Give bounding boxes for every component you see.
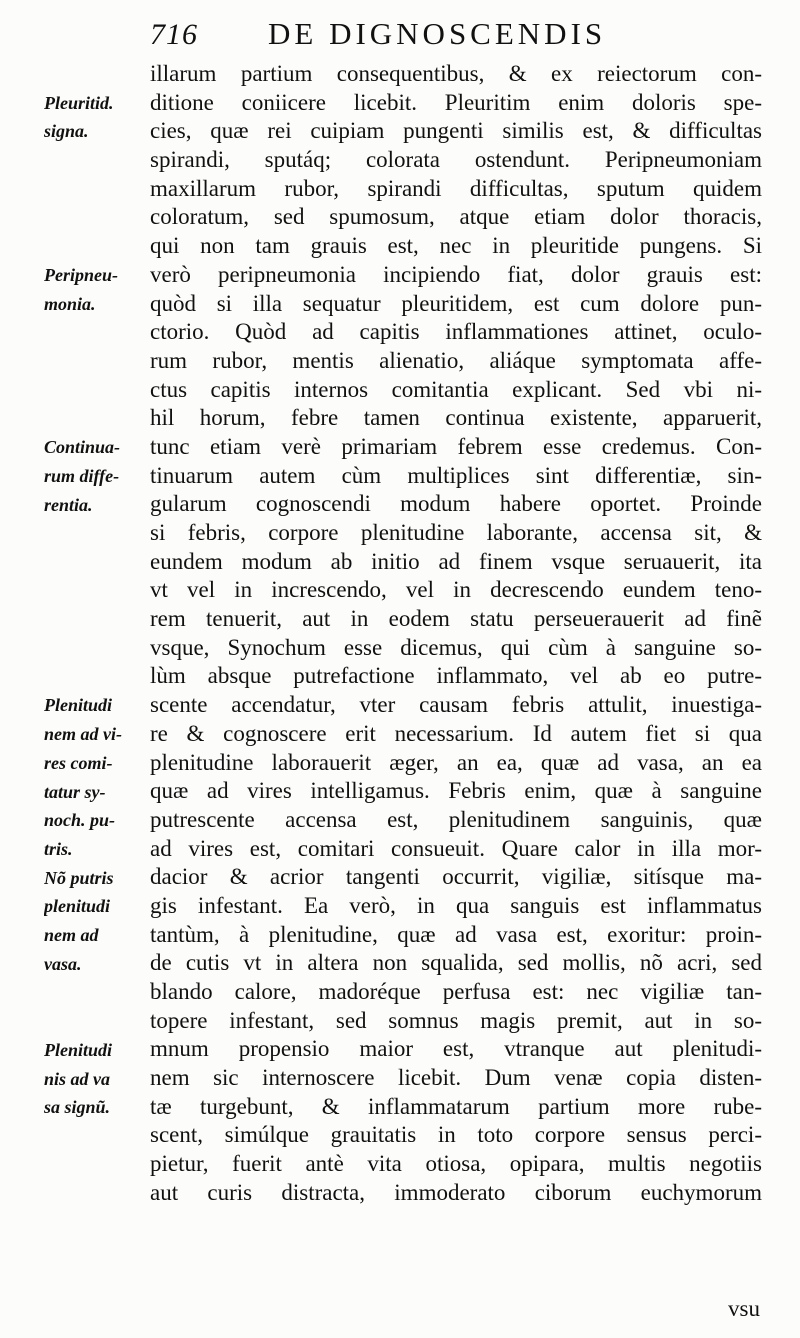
body-text <box>150 60 762 1208</box>
text-line: quòd si illa sequatur pleuritidem, est cum dolore pun- <box>150 290 762 316</box>
text-line: topere infestant, sed somnus magis premit, aut in so- <box>150 1007 762 1033</box>
margin-note-line: Continua- <box>44 437 121 458</box>
text-line: vt vel in increscendo, vel in decrescendo eundem teno- <box>150 577 762 603</box>
margin-note-line: Pleuritid. <box>44 92 114 113</box>
margin-note-line: noch. pu- <box>44 810 116 831</box>
margin-note-line: sa signũ. <box>44 1097 111 1118</box>
margin-note-line: Plenitudi <box>44 695 113 716</box>
text-line: qui non tam grauis est, nec in pleuritide pungens. Si <box>150 233 762 259</box>
text-line: aut curis distracta, immoderato ciborum euchymorum <box>150 1179 762 1205</box>
catchword: vsu <box>728 1296 760 1321</box>
margin-note-line: nis ad va <box>44 1068 111 1089</box>
text-line: de cutis vt in altera non squalida, sed mollis, nõ acri, sed <box>150 950 762 976</box>
margin-note-line: plenitudi <box>44 896 111 917</box>
text-line: ctus capitis internos comitantia explicant. Sed vbi ni- <box>150 376 762 402</box>
text-line: mnum propensio maior est, vtranque aut plenitudi- <box>150 1036 762 1062</box>
running-head: DE DIGNOSCENDIS <box>268 16 607 51</box>
text-line: ad vires est, comitari consueuit. Quare calor in illa mor- <box>150 835 762 861</box>
text-line: lùm absque putrefactione inflammato, vel ab eo putre- <box>150 663 762 689</box>
text-line: ctorio. Quòd ad capitis inflammationes attinet, oculo- <box>150 319 762 345</box>
text-line: re & cognoscere erit necessarium. Id autem fiet si qua <box>150 720 762 746</box>
margin-note-line: Plenitudi <box>44 1039 113 1060</box>
text-line: verò peripneumonia incipiendo fiat, dolor grauis est: <box>150 261 762 287</box>
text-line: coloratum, sed spumosum, atque etiam dolor thoracis, <box>150 204 762 230</box>
text-line: pietur, fuerit antè vita otiosa, opipara, multis negotiis <box>150 1151 762 1177</box>
text-line: plenitudine laborauerit æger, an ea, quæ ad vasa, an ea <box>150 749 762 775</box>
text-line: tinuarum autem cùm multiplices sint differentiæ, sin- <box>150 462 762 488</box>
margin-note-line: Nõ putris <box>44 867 114 888</box>
text-line: scente accendatur, vter causam febris attulit, inuestiga- <box>150 692 762 718</box>
text-line: ditione coniicere licebit. Pleuritim enim doloris spe- <box>150 89 762 115</box>
text-line: illarum partium consequentibus, & ex reiectorum con- <box>150 61 762 86</box>
margin-note-line: rum diffe- <box>44 465 120 486</box>
text-line: tæ turgebunt, & inflammatarum partium more rube- <box>150 1093 762 1119</box>
text-line: nem sic internoscere licebit. Dum venæ copia disten- <box>150 1065 762 1091</box>
text-line: maxillarum rubor, spirandi difficultas, sputum quidem <box>150 175 762 201</box>
margin-note-line: Peripneu- <box>44 264 118 285</box>
text-line: eundem modum ab initio ad finem vsque seruauerit, ita <box>150 548 762 574</box>
text-line: cies, quæ rei cuipiam pungenti similis est, & difficultas <box>150 118 762 144</box>
text-line: quæ ad vires intelligamus. Febris enim, quæ à sanguine <box>150 778 762 804</box>
page-header <box>150 14 760 54</box>
text-line: tantùm, à plenitudine, quæ ad vasa est, exoritur: proin- <box>150 921 762 947</box>
text-line: dacior & acrior tangenti occurrit, vigiliæ, sitísque ma- <box>150 864 762 890</box>
text-line: scent, simúlque grauitatis in toto corpore sensus perci- <box>150 1122 762 1148</box>
text-line: spirandi, sputáq; colorata ostendunt. Peripneumoniam <box>150 147 762 173</box>
text-line: putrescente accensa est, plenitudinem sanguinis, quæ <box>150 806 762 832</box>
margin-note-line: nem ad <box>44 925 99 945</box>
text-line: gularum cognoscendi modum habere oportet. Proinde <box>150 491 762 517</box>
margin-note-line: signa. <box>44 121 89 142</box>
margin-note-line: nem ad vi- <box>44 724 122 745</box>
text-line: blando calore, madoréque perfusa est: nec vigiliæ tan- <box>150 979 762 1004</box>
text-line: vsque, Synochum esse dicemus, qui cùm à sanguine so- <box>150 634 762 660</box>
text-line: si febris, corpore plenitudine laborante, accensa sit, & <box>150 520 762 545</box>
margin-note-line: tatur sy- <box>44 781 106 802</box>
margin-note-line: tris. <box>44 838 73 859</box>
text-line: tunc etiam verè primariam febrem esse credemus. Con- <box>150 433 762 459</box>
margin-note-line: rentia. <box>44 494 93 515</box>
text-line: gis infestant. Ea verò, in qua sanguis est inflammatus <box>150 892 762 918</box>
page-number: 716 <box>150 18 198 51</box>
text-line: rem tenuerit, aut in eodem statu perseuerauerit ad finẽ <box>150 606 762 632</box>
margin-note-line: res comi- <box>44 752 113 773</box>
text-line: rum rubor, mentis alienatio, aliáque symptomata affe- <box>150 347 762 373</box>
text-line: hil horum, febre tamen continua existente, apparuerit, <box>150 405 762 431</box>
margin-note-line: monia. <box>44 293 96 314</box>
margin-note-line: vasa. <box>44 953 82 974</box>
